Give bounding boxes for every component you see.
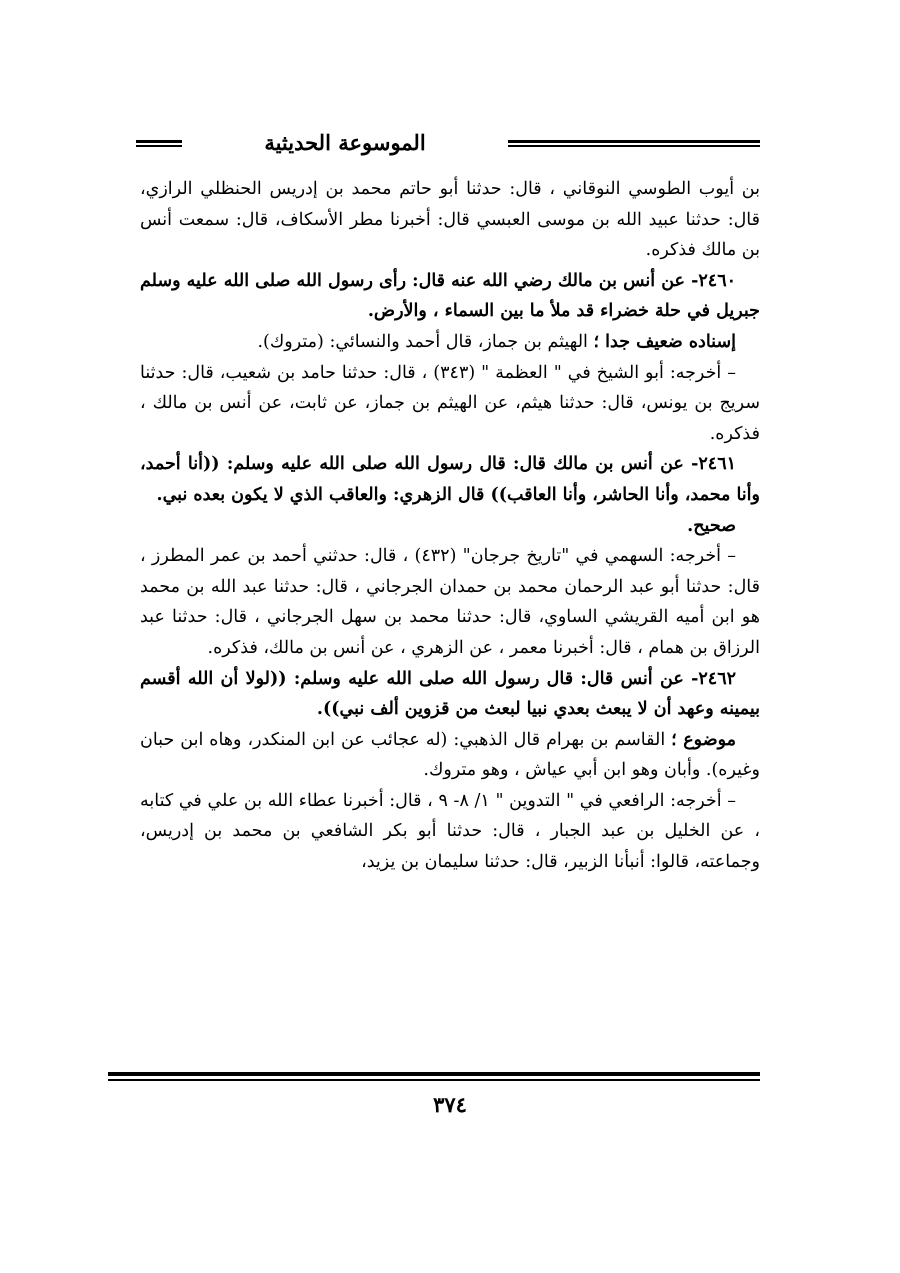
page-body (140, 174, 760, 878)
grading-text: الهيثم بن جماز، قال أحمد والنسائي: (متروك). (257, 331, 594, 352)
paragraph-continuation: بن أيوب الطوسي النوقاني ، قال: حدثنا أبو حاتم محمد بن إدريس الحنظلي الرازي، قال: حدثنا عبيد الله بن موسى العبسي قال: أخبرنا مطر الأسكاف، قال: سمعت أنس بن مالك فذكره. (140, 179, 760, 261)
takhrij-2462: – أخرجه: الرافعي في " التدوين " ١/ ٨- ٩ ، قال: أخبرنا عطاء الله بن علي في كتابه ، عن الخليل بن عبد الجبار ، قال: حدثنا أبو بكر الشافعي بن محمد بن إدريس، وجماعته، قالوا: أنبأنا الزبير، قال: حدثنا سليمان بن يزيد، (140, 790, 760, 873)
grading-2461: صحيح. (687, 515, 736, 536)
hadith-2461: ٢٤٦١- عن أنس بن مالك قال: قال رسول الله صلى الله عليه وسلم: ((أنا أحمد، وأنا محمد، وأنا الحاشر، وأنا العاقب)) قال الزهري: والعاقب الذي لا يكون بعده نبي. (140, 454, 760, 505)
hadith-2460: ٢٤٦٠- عن أنس بن مالك رضي الله عنه قال: رأى رسول الله صلى الله عليه وسلم جبريل في حلة خضراء قد ملأ ما بين السماء ، والأرض. (140, 270, 760, 322)
hadith-2462: ٢٤٦٢- عن أنس قال: قال رسول الله صلى الله عليه وسلم: ((لولا أن الله أقسم بيمينه وعهد أن لا يبعث بعدي نبيا لبعث من قزوين ألف نبي)). (140, 668, 760, 720)
takhrij-2461: – أخرجه: السهمي في "تاريخ جرجان" (٤٣٢) ، قال: حدثني أحمد بن عمر المطرز ، قال: حدثنا أبو عبد الرحمان محمد بن حمدان الجرجاني ، قال: حدثنا عبد الله بن محمد هو ابن أميه القريشي الساوي، قال: حدثنا محمد بن سهل الجرجاني ، قال: حدثنا عبد الرزاق بن همام ، قال: أخبرنا معمر ، عن الزهري ، عن أنس بن مالك، فذكره. (140, 546, 760, 658)
page-number: ٣٧٤ (433, 1092, 467, 1117)
header-rule-right (508, 140, 760, 147)
grading-2462 (140, 725, 760, 786)
header-rule-left (136, 140, 182, 147)
grading-2460 (140, 327, 760, 358)
grading-label: إسناده ضعيف جدا ؛ (593, 331, 736, 352)
takhrij-2460: – أخرجه: أبو الشيخ في " العظمة " (٣٤٣) ، قال: حدثنا حامد بن شعيب، قال: حدثنا سريج بن يونس، قال: حدثنا هيثم، عن الهيثم بن جماز، عن ثابت، عن أنس بن مالك ، فذكره. (140, 362, 760, 444)
page-title: الموسوعة الحديثية (264, 130, 426, 155)
running-header (136, 128, 760, 164)
grading-label: موضوع ؛ (671, 729, 736, 750)
grading-text: القاسم بن بهرام قال الذهبي: (له عجائب عن ابن المنكدر، وهاه ابن حبان وغيره). وأبان وهو ابن أبي عياش ، وهو متروك. (140, 729, 760, 781)
footer-rule (108, 1072, 760, 1081)
